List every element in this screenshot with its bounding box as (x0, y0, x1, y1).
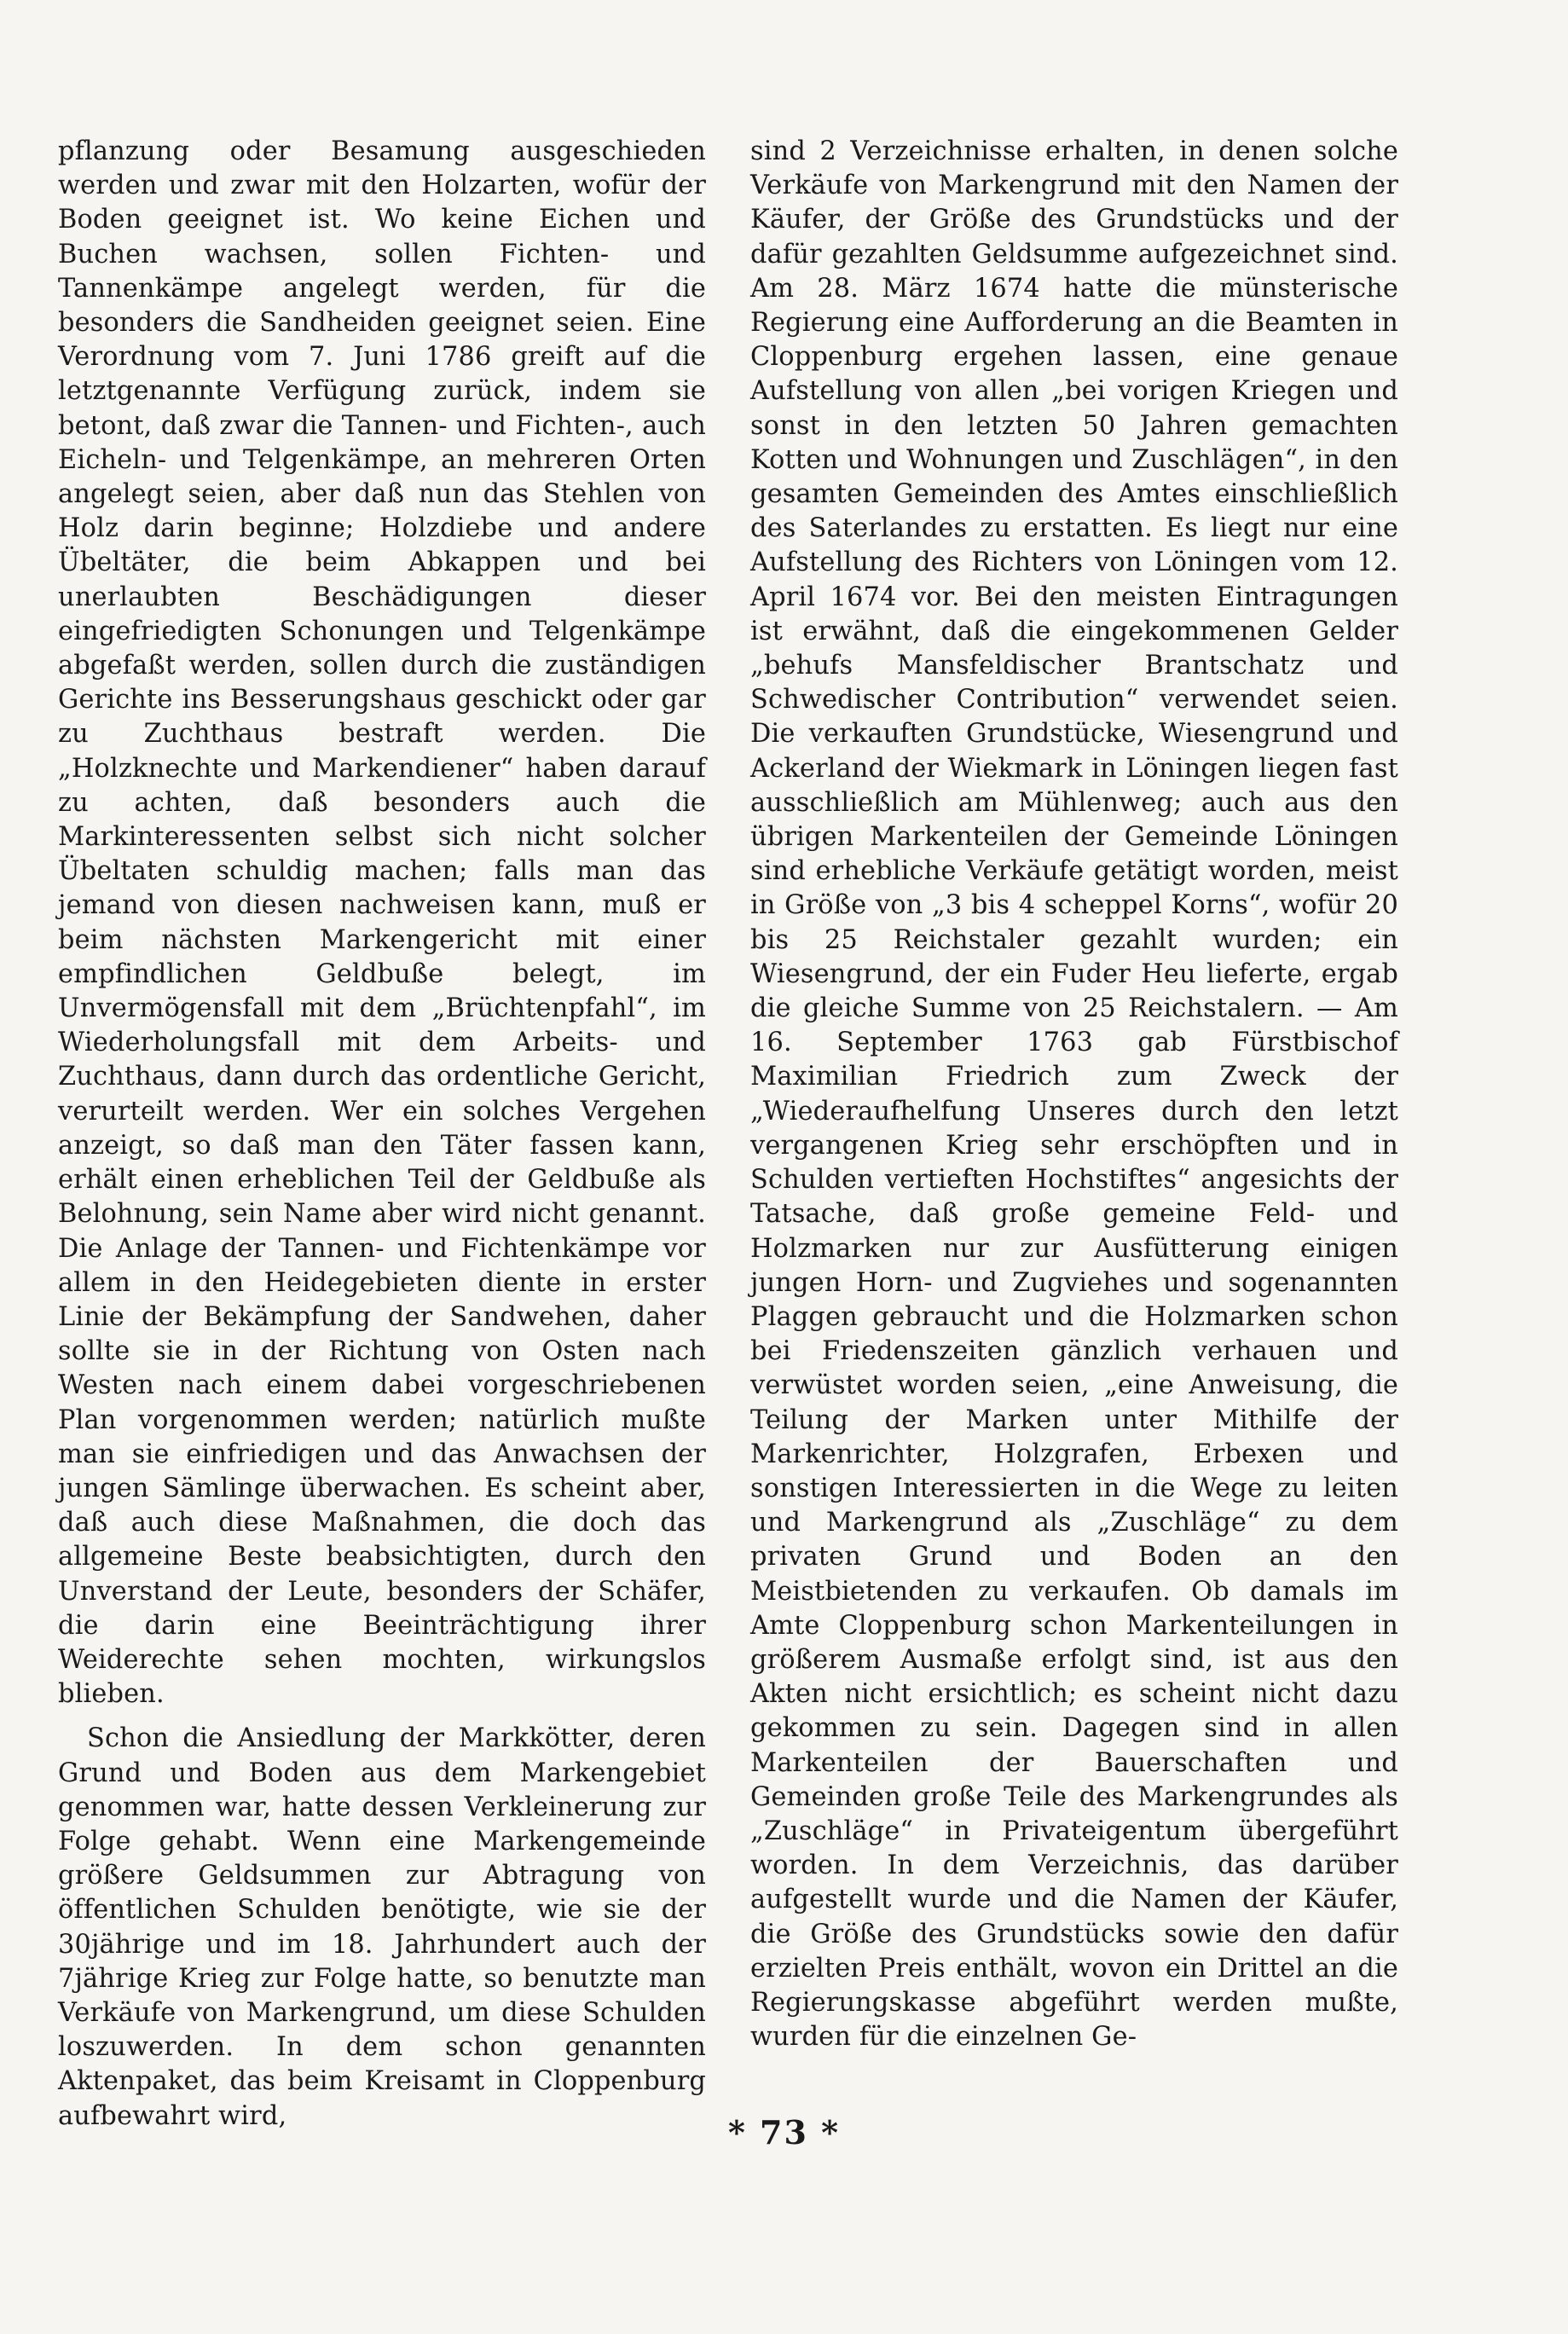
left-column (58, 135, 706, 2134)
left-paragraph-2: Schon die Ansiedlung der Markkötter, deren Grund und Boden aus dem Markengebiet genommen war, hatte dessen Verkleinerung zur Folge gehabt. Wenn eine Markengemeinde größere Geldsummen zur Abtragung von öffentlichen Schulden benötigte, wie sie der 30jährige und im 18. Jahrhundert auch der 7jährige Krieg zur Folge hatte, so benutzte man Verkäufe von Markengrund, um diese Schulden loszuwerden. In dem schon genannten Aktenpaket, das beim Kreisamt in Cloppenburg aufbewahrt wird, (58, 1723, 706, 2131)
right-column (750, 135, 1398, 2054)
right-paragraph-1: sind 2 Verzeichnisse erhalten, in denen solche Verkäufe von Markengrund mit den Namen der Käufer, der Größe des Grundstücks und der dafür gezahlten Geldsumme aufgezeichnet sind. Am 28. März 1674 hatte die münsterische Regierung eine Aufforderung an die Beamten in Cloppenburg ergehen lassen, eine genaue Aufstellung von allen „bei vorigen Kriegen und sonst in den letzten 50 Jahren gemachten Kotten und Wohnungen und Zuschlägen“, in den gesamten Gemeinden des Amtes einschließlich des Saterlandes zu erstatten. Es liegt nur eine Aufstellung des Richters von Löningen vom 12. April 1674 vor. Bei den meisten Eintragungen ist erwähnt, daß die eingekommenen Gelder „behufs Mansfeldischer Brantschatz und Schwedischer Contribution“ verwendet seien. Die verkauften Grundstücke, Wiesengrund und Ackerland der Wiekmark in Löningen liegen fast ausschließlich am Mühlenweg; auch aus den übrigen Markenteilen der Gemeinde Löningen sind erhebliche Verkäufe getätigt worden, meist in Größe von „3 bis 4 scheppel Korns“, wofür 20 bis 25 Reichstaler gezahlt wurden; ein Wiesengrund, der ein Fuder Heu lieferte, ergab die gleiche Summe von 25 Reichstalern. — Am 16. September 1763 gab Fürstbischof Maximilian Friedrich zum Zweck der „Wiederaufhelfung Unseres durch den letzt vergangenen Krieg sehr erschöpften und in Schulden vertieften Hochstiftes“ angesichts der Tatsache, daß große gemeine Feld- und Holzmarken nur zur Ausfütterung einigen jungen Horn- und Zugviehes und sogenannten Plaggen gebraucht und die Holzmarken schon bei Friedenszeiten gänzlich verhauen und verwüstet worden seien, „eine Anweisung, die Teilung der Marken unter Mithilfe der Markenrichter, Holzgrafen, Erbexen und sonstigen Interessierten in die Wege zu leiten und Markengrund als „Zuschläge“ zu dem privaten Grund und Boden an den Meistbietenden zu verkaufen. Ob damals im Amte Cloppenburg schon Markenteilungen in größerem Ausmaße erfolgt sind, ist aus den Akten nicht ersichtlich; es scheint nicht dazu gekommen zu sein. Dagegen sind in allen Markenteilen der Bauerschaften und Gemeinden große Teile des Markengrundes als „Zuschläge“ in Privateigentum übergeführt worden. In dem Verzeichnis, das darüber aufgestellt wurde und die Namen der Käufer, die Größe des Grundstücks sowie den dafür erzielten Preis enthält, wovon ein Drittel an die Regierungskasse abgeführt werden mußte, wurden für die einzelnen Ge- (750, 136, 1398, 2053)
left-paragraph-1: pflanzung oder Besamung ausgeschieden werden und zwar mit den Holzarten, wofür der Boden geeignet ist. Wo keine Eichen und Buchen wachsen, sollen Fichten- und Tannenkämpe angelegt werden, für die besonders die Sandheiden geeignet seien. Eine Verordnung vom 7. Juni 1786 greift auf die letztgenannte Verfügung zurück, indem sie betont, daß zwar die Tannen- und Fichten-, auch Eicheln- und Telgenkämpe, an mehreren Orten angelegt seien, aber daß nun das Stehlen von Holz darin beginne; Holzdiebe und andere Übeltäter, die beim Abkappen und bei unerlaubten Beschädigungen dieser eingefriedigten Schonungen und Telgenkämpe abgefaßt werden, sollen durch die zuständigen Gerichte ins Besserungshaus geschickt oder gar zu Zuchthaus bestraft werden. Die „Holzknechte und Markendiener“ haben darauf zu achten, daß besonders auch die Markinteressenten selbst sich nicht solcher Übeltaten schuldig machen; falls man das jemand von diesen nachweisen kann, muß er beim nächsten Markengericht mit einer empfindlichen Geldbuße belegt, im Unvermögensfall mit dem „Brüchtenpfahl“, im Wiederholungsfall mit dem Arbeits- und Zuchthaus, dann durch das ordentliche Gericht, verurteilt werden. Wer ein solches Vergehen anzeigt, so daß man den Täter fassen kann, erhält einen erheblichen Teil der Geldbuße als Belohnung, sein Name aber wird nicht genannt. Die Anlage der Tannen- und Fichtenkämpe vor allem in den Heidegebieten diente in erster Linie der Bekämpfung der Sandwehen, daher sollte sie in der Richtung von Osten nach Westen nach einem dabei vorgeschriebenen Plan vorgenommen werden; natürlich mußte man sie einfriedigen und das Anwachsen der jungen Sämlinge überwachen. Es scheint aber, daß auch diese Maßnahmen, die doch das allgemeine Beste beabsichtigten, durch den Unverstand der Leute, besonders der Schäfer, die darin eine Beeinträchtigung ihrer Weiderechte sehen mochten, wirkungslos blieben. (58, 136, 706, 1710)
page-number: * 73 * (727, 2113, 841, 2152)
